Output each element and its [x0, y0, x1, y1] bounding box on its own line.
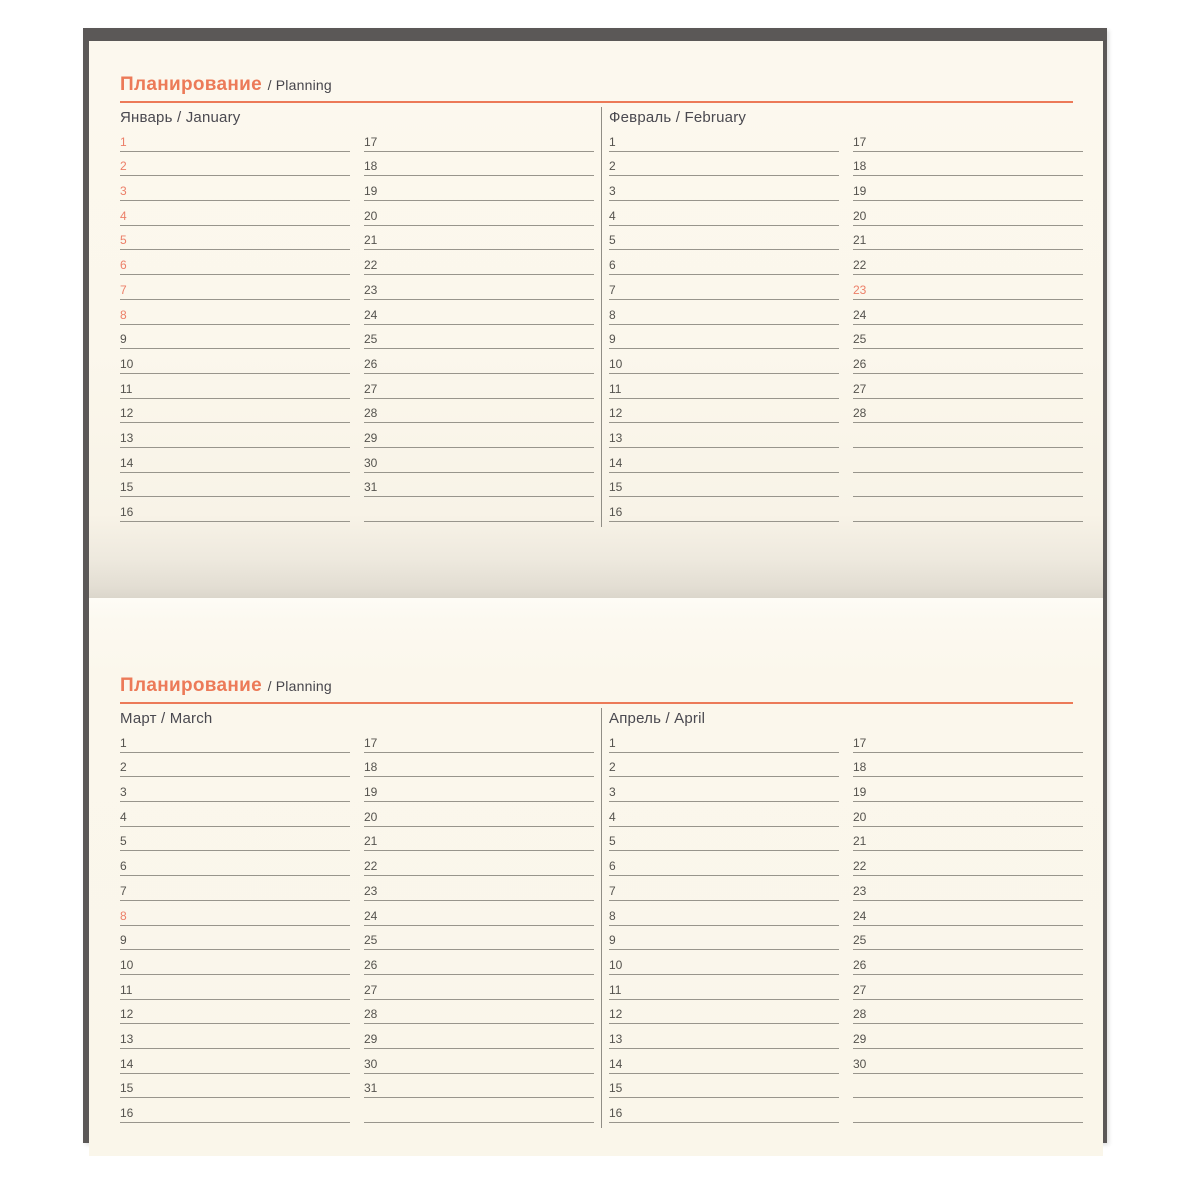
day-row-31 — [364, 1074, 594, 1099]
day-row-15 — [120, 473, 350, 498]
day-number: 9 — [120, 933, 127, 948]
day-row-3 — [120, 176, 350, 201]
day-number: 17 — [853, 134, 867, 149]
day-row-15 — [609, 473, 839, 498]
day-row-1 — [120, 127, 350, 152]
day-row-19 — [364, 176, 594, 201]
day-number: 24 — [853, 908, 867, 923]
day-number: 8 — [609, 307, 616, 322]
day-row-6 — [609, 250, 839, 275]
day-number: 17 — [364, 134, 378, 149]
day-row-blank — [853, 497, 1083, 522]
page-title — [120, 74, 1073, 96]
months-row — [120, 710, 1073, 1123]
day-row-26 — [853, 349, 1083, 374]
month-divider — [601, 107, 602, 527]
day-row-30 — [364, 448, 594, 473]
month-march — [120, 710, 594, 1123]
planner-page-jan-feb — [89, 41, 1103, 598]
day-number: 22 — [853, 258, 867, 273]
day-number: 14 — [120, 455, 134, 470]
day-row-13 — [120, 423, 350, 448]
day-number: 18 — [364, 760, 378, 775]
day-row-13 — [609, 423, 839, 448]
day-row-25 — [364, 325, 594, 350]
day-row-18 — [364, 152, 594, 177]
day-row-7 — [120, 876, 350, 901]
day-number: 26 — [364, 957, 378, 972]
day-number: 10 — [120, 957, 134, 972]
day-row-17 — [853, 728, 1083, 753]
day-row-13 — [609, 1024, 839, 1049]
day-row-3 — [609, 777, 839, 802]
day-row-4 — [609, 802, 839, 827]
day-number: 14 — [120, 1056, 134, 1071]
month-title: Февраль / February — [609, 109, 747, 126]
day-row-28 — [853, 1000, 1083, 1025]
day-row-13 — [120, 1024, 350, 1049]
day-row-18 — [853, 753, 1083, 778]
day-row-9 — [120, 325, 350, 350]
day-number: 29 — [853, 1031, 867, 1046]
day-row-6 — [120, 250, 350, 275]
day-row-9 — [609, 926, 839, 951]
day-number: 24 — [364, 307, 378, 322]
day-row-blank — [364, 497, 594, 522]
day-row-25 — [364, 926, 594, 951]
day-number: 23 — [364, 883, 378, 898]
month-april — [609, 710, 1083, 1123]
day-row-27 — [364, 374, 594, 399]
day-row-1 — [609, 127, 839, 152]
month-columns — [609, 728, 1083, 1123]
day-number: 10 — [120, 356, 134, 371]
day-row-21 — [853, 827, 1083, 852]
day-row-17 — [364, 728, 594, 753]
day-number: 16 — [609, 1106, 623, 1120]
day-row-18 — [364, 753, 594, 778]
day-row-3 — [609, 176, 839, 201]
day-number: 20 — [853, 809, 867, 824]
day-row-20 — [853, 802, 1083, 827]
day-number: 1 — [120, 735, 127, 750]
day-row-28 — [364, 1000, 594, 1025]
day-row-10 — [609, 950, 839, 975]
day-row-4 — [120, 201, 350, 226]
day-number: 12 — [120, 406, 134, 421]
day-number: 13 — [609, 430, 623, 445]
day-number: 11 — [609, 381, 622, 396]
day-row-blank — [853, 448, 1083, 473]
day-number: 27 — [364, 982, 378, 997]
day-number: 13 — [609, 1031, 623, 1046]
day-row-12 — [120, 399, 350, 424]
day-row-28 — [853, 399, 1083, 424]
day-column-second-half — [364, 728, 594, 1123]
day-number: 25 — [364, 332, 378, 347]
day-column-first-half — [609, 127, 839, 522]
day-column-second-half — [364, 127, 594, 522]
day-row-22 — [364, 250, 594, 275]
day-row-27 — [853, 374, 1083, 399]
day-number: 28 — [364, 1007, 378, 1022]
page-title-ru: Планирование — [120, 675, 262, 696]
day-row-4 — [120, 802, 350, 827]
day-row-21 — [364, 827, 594, 852]
day-number: 6 — [120, 258, 127, 273]
day-number: 4 — [120, 208, 127, 223]
day-number: 11 — [120, 982, 133, 997]
day-number: 17 — [364, 735, 378, 750]
day-row-25 — [853, 926, 1083, 951]
day-row-5 — [120, 827, 350, 852]
day-row-15 — [120, 1074, 350, 1099]
day-row-2 — [120, 753, 350, 778]
day-row-10 — [120, 349, 350, 374]
day-row-19 — [364, 777, 594, 802]
day-number: 5 — [120, 834, 127, 849]
day-row-24 — [364, 300, 594, 325]
day-column-first-half — [120, 127, 350, 522]
day-row-blank — [853, 473, 1083, 498]
day-number: 21 — [364, 834, 378, 849]
day-row-24 — [853, 300, 1083, 325]
day-number: 9 — [609, 332, 616, 347]
day-row-24 — [853, 901, 1083, 926]
day-number: 7 — [120, 282, 127, 297]
day-row-6 — [609, 851, 839, 876]
day-number: 25 — [853, 933, 867, 948]
day-number: 30 — [364, 1056, 378, 1071]
day-row-25 — [853, 325, 1083, 350]
day-row-19 — [853, 176, 1083, 201]
day-number: 8 — [120, 908, 127, 923]
day-number: 27 — [364, 381, 378, 396]
day-row-12 — [120, 1000, 350, 1025]
day-row-23 — [853, 876, 1083, 901]
day-number: 21 — [853, 233, 867, 248]
day-number: 30 — [853, 1056, 867, 1071]
day-number: 7 — [609, 883, 616, 898]
day-row-5 — [120, 226, 350, 251]
day-column-first-half — [120, 728, 350, 1123]
day-row-23 — [364, 275, 594, 300]
day-row-1 — [120, 728, 350, 753]
day-number: 2 — [120, 760, 127, 775]
day-row-10 — [120, 950, 350, 975]
day-number: 6 — [609, 258, 616, 273]
day-row-11 — [120, 975, 350, 1000]
day-number: 10 — [609, 356, 623, 371]
day-number: 15 — [120, 480, 134, 495]
day-number: 2 — [609, 159, 616, 174]
planner-spread-photo — [83, 28, 1107, 1143]
day-row-blank — [853, 1098, 1083, 1123]
day-row-11 — [609, 374, 839, 399]
day-number: 22 — [364, 258, 378, 273]
day-row-11 — [120, 374, 350, 399]
day-number: 14 — [609, 1056, 623, 1071]
day-number: 27 — [853, 381, 867, 396]
day-number: 27 — [853, 982, 867, 997]
day-number: 16 — [120, 505, 134, 519]
day-row-22 — [364, 851, 594, 876]
day-row-29 — [364, 1024, 594, 1049]
day-number: 8 — [120, 307, 127, 322]
page-title — [120, 675, 1073, 697]
day-column-second-half — [853, 127, 1083, 522]
day-row-6 — [120, 851, 350, 876]
day-number: 19 — [853, 184, 867, 199]
day-row-14 — [120, 448, 350, 473]
day-row-17 — [853, 127, 1083, 152]
day-row-20 — [853, 201, 1083, 226]
day-number: 1 — [120, 134, 127, 149]
day-row-14 — [120, 1049, 350, 1074]
day-number: 8 — [609, 908, 616, 923]
day-number: 25 — [853, 332, 867, 347]
day-number: 26 — [853, 356, 867, 371]
day-row-21 — [364, 226, 594, 251]
day-number: 25 — [364, 933, 378, 948]
day-number: 10 — [609, 957, 623, 972]
page-title-en: / Planning — [267, 678, 332, 694]
month-title: Январь / January — [120, 109, 241, 126]
day-row-21 — [853, 226, 1083, 251]
day-row-11 — [609, 975, 839, 1000]
day-row-blank — [853, 423, 1083, 448]
month-january — [120, 109, 594, 522]
day-number: 17 — [853, 735, 867, 750]
day-number: 28 — [364, 406, 378, 421]
day-number: 5 — [609, 233, 616, 248]
day-number: 13 — [120, 430, 134, 445]
day-number: 3 — [609, 184, 616, 199]
day-number: 24 — [853, 307, 867, 322]
day-row-7 — [609, 275, 839, 300]
planner-page-mar-apr — [89, 598, 1103, 1156]
day-row-5 — [609, 827, 839, 852]
day-row-blank — [364, 1098, 594, 1123]
day-row-24 — [364, 901, 594, 926]
day-row-9 — [609, 325, 839, 350]
day-row-8 — [120, 300, 350, 325]
day-row-2 — [609, 152, 839, 177]
day-number: 3 — [609, 785, 616, 800]
month-february — [609, 109, 1083, 522]
day-number: 15 — [120, 1081, 134, 1096]
day-number: 15 — [609, 1081, 623, 1096]
day-number: 18 — [853, 760, 867, 775]
day-number: 26 — [853, 957, 867, 972]
day-number: 19 — [364, 785, 378, 800]
day-number: 9 — [120, 332, 127, 347]
day-number: 16 — [609, 505, 623, 519]
day-row-10 — [609, 349, 839, 374]
day-row-2 — [120, 152, 350, 177]
day-number: 21 — [853, 834, 867, 849]
month-divider — [601, 708, 602, 1128]
day-number: 2 — [609, 760, 616, 775]
day-number: 7 — [609, 282, 616, 297]
day-number: 22 — [853, 859, 867, 874]
day-number: 4 — [609, 809, 616, 824]
day-number: 19 — [853, 785, 867, 800]
day-number: 29 — [364, 1031, 378, 1046]
day-number: 23 — [364, 282, 378, 297]
day-number: 4 — [120, 809, 127, 824]
day-row-16 — [120, 1098, 350, 1123]
day-number: 31 — [364, 1081, 378, 1096]
day-number: 13 — [120, 1031, 134, 1046]
day-number: 6 — [120, 859, 127, 874]
day-row-15 — [609, 1074, 839, 1099]
day-number: 12 — [609, 406, 623, 421]
day-row-18 — [853, 152, 1083, 177]
day-row-16 — [120, 497, 350, 522]
day-row-14 — [609, 448, 839, 473]
page-title-en: / Planning — [267, 77, 332, 93]
day-row-7 — [120, 275, 350, 300]
day-number: 5 — [120, 233, 127, 248]
day-row-blank — [853, 1074, 1083, 1099]
month-columns — [120, 728, 594, 1123]
day-row-17 — [364, 127, 594, 152]
day-row-27 — [364, 975, 594, 1000]
day-number: 2 — [120, 159, 127, 174]
day-row-29 — [853, 1024, 1083, 1049]
day-row-1 — [609, 728, 839, 753]
day-number: 11 — [609, 982, 622, 997]
day-row-29 — [364, 423, 594, 448]
day-row-22 — [853, 250, 1083, 275]
day-number: 16 — [120, 1106, 134, 1120]
day-row-30 — [364, 1049, 594, 1074]
day-number: 3 — [120, 184, 127, 199]
day-number: 18 — [364, 159, 378, 174]
day-number: 24 — [364, 908, 378, 923]
day-row-16 — [609, 1098, 839, 1123]
day-column-second-half — [853, 728, 1083, 1123]
day-row-26 — [364, 950, 594, 975]
day-number: 18 — [853, 159, 867, 174]
day-row-8 — [609, 901, 839, 926]
day-number: 5 — [609, 834, 616, 849]
day-number: 4 — [609, 208, 616, 223]
day-row-22 — [853, 851, 1083, 876]
accent-divider — [120, 702, 1073, 704]
day-number: 23 — [853, 282, 867, 297]
day-row-30 — [853, 1049, 1083, 1074]
day-number: 28 — [853, 1007, 867, 1022]
day-number: 28 — [853, 406, 867, 421]
day-row-5 — [609, 226, 839, 251]
day-number: 21 — [364, 233, 378, 248]
month-columns — [609, 127, 1083, 522]
day-row-28 — [364, 399, 594, 424]
day-row-23 — [853, 275, 1083, 300]
day-row-12 — [609, 399, 839, 424]
day-number: 20 — [853, 208, 867, 223]
day-number: 26 — [364, 356, 378, 371]
day-number: 20 — [364, 208, 378, 223]
day-number: 12 — [609, 1007, 623, 1022]
day-number: 30 — [364, 455, 378, 470]
day-number: 14 — [609, 455, 623, 470]
day-row-16 — [609, 497, 839, 522]
accent-divider — [120, 101, 1073, 103]
day-row-27 — [853, 975, 1083, 1000]
day-number: 19 — [364, 184, 378, 199]
day-row-19 — [853, 777, 1083, 802]
day-number: 31 — [364, 480, 378, 495]
day-number: 9 — [609, 933, 616, 948]
day-row-2 — [609, 753, 839, 778]
day-row-26 — [364, 349, 594, 374]
month-title: Март / March — [120, 710, 213, 727]
day-row-20 — [364, 802, 594, 827]
day-number: 11 — [120, 381, 133, 396]
day-number: 29 — [364, 430, 378, 445]
day-row-12 — [609, 1000, 839, 1025]
months-row — [120, 109, 1073, 522]
day-row-26 — [853, 950, 1083, 975]
day-row-9 — [120, 926, 350, 951]
day-row-20 — [364, 201, 594, 226]
day-row-8 — [120, 901, 350, 926]
day-number: 22 — [364, 859, 378, 874]
day-number: 7 — [120, 883, 127, 898]
day-row-7 — [609, 876, 839, 901]
month-title: Апрель / April — [609, 710, 706, 727]
month-columns — [120, 127, 594, 522]
day-number: 15 — [609, 480, 623, 495]
day-number: 6 — [609, 859, 616, 874]
day-column-first-half — [609, 728, 839, 1123]
page-title-ru: Планирование — [120, 74, 262, 95]
day-number: 20 — [364, 809, 378, 824]
day-row-14 — [609, 1049, 839, 1074]
day-number: 12 — [120, 1007, 134, 1022]
day-row-8 — [609, 300, 839, 325]
day-row-31 — [364, 473, 594, 498]
day-number: 3 — [120, 785, 127, 800]
day-number: 23 — [853, 883, 867, 898]
day-number: 1 — [609, 735, 616, 750]
day-number: 1 — [609, 134, 616, 149]
day-row-3 — [120, 777, 350, 802]
day-row-23 — [364, 876, 594, 901]
day-row-4 — [609, 201, 839, 226]
